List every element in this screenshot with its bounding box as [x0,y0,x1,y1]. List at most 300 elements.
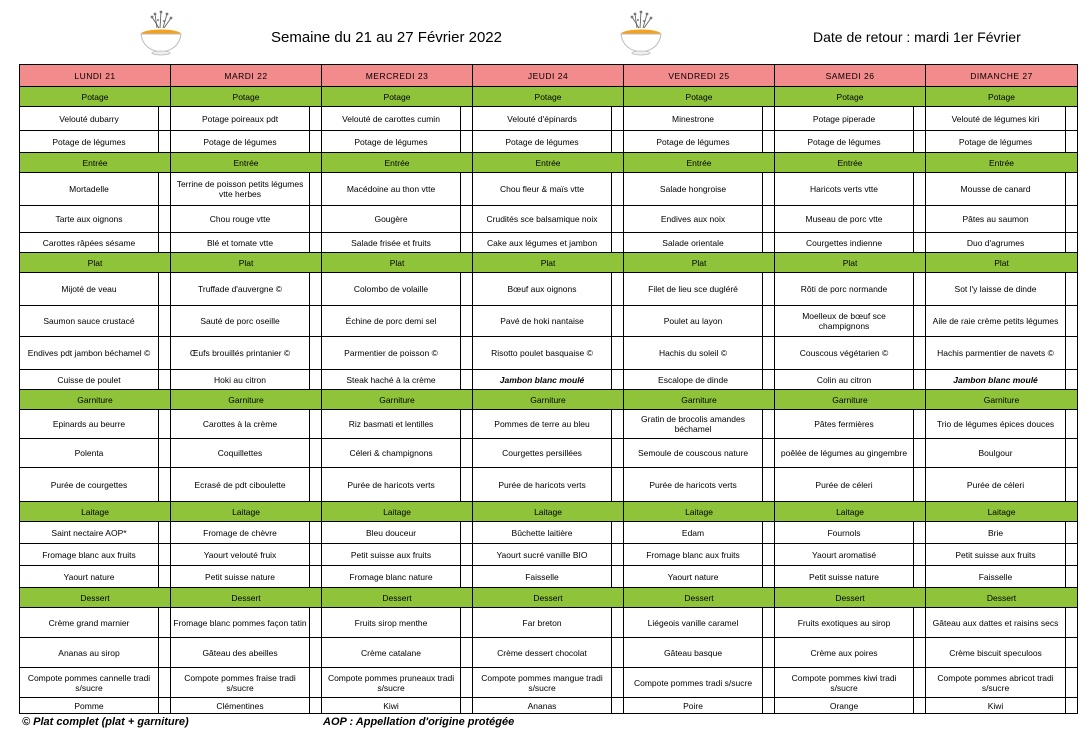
section-header: Garniture [20,390,171,410]
section-header: Laitage [322,502,473,522]
selection-box[interactable] [914,544,926,566]
menu-item: Fromage blanc nature [322,566,461,588]
menu-item: Crème grand marnier [20,608,159,638]
menu-item: Poire [624,698,763,714]
section-header: Plat [171,253,322,273]
menu-item: Compote pommes cannelle tradi s/sucre [20,668,159,698]
selection-box[interactable] [159,107,171,131]
selection-box[interactable] [612,698,624,714]
selection-box[interactable] [461,233,473,253]
selection-box[interactable] [763,608,775,638]
selection-box[interactable] [612,131,624,153]
menu-item: Échine de porc demi sel [322,306,461,337]
selection-box[interactable] [612,206,624,233]
section-header: Plat [926,253,1078,273]
menu-row [20,410,1078,439]
section-header: Laitage [171,502,322,522]
section-header: Entrée [775,153,926,173]
section-header-row [20,153,1078,173]
selection-box[interactable] [310,468,322,502]
selection-box[interactable] [310,608,322,638]
section-header: Entrée [926,153,1078,173]
menu-item: Potage de légumes [624,131,763,153]
selection-box[interactable] [1066,468,1078,502]
selection-box[interactable] [159,370,171,390]
menu-item: Sauté de porc oseille [171,306,310,337]
menu-item: Faisselle [473,566,612,588]
selection-box[interactable] [461,608,473,638]
selection-box[interactable] [763,410,775,439]
day-header: VENDREDI 25 [624,65,775,87]
selection-box[interactable] [914,698,926,714]
selection-box[interactable] [1066,131,1078,153]
selection-box[interactable] [914,306,926,337]
menu-item: Jambon blanc moulé [926,370,1066,390]
menu-item: Steak haché à la crème [322,370,461,390]
selection-box[interactable] [914,566,926,588]
selection-box[interactable] [914,107,926,131]
menu-row [20,608,1078,638]
menu-row [20,306,1078,337]
selection-box[interactable] [461,468,473,502]
section-header: Potage [171,87,322,107]
menu-item: Coquillettes [171,439,310,468]
selection-box[interactable] [310,370,322,390]
menu-item: Purée de haricots verts [624,468,763,502]
menu-item: Compote pommes mangue tradi s/sucre [473,668,612,698]
menu-item: Cake aux légumes et jambon [473,233,612,253]
menu-item: Petit suisse aux fruits [926,544,1066,566]
menu-item: Semoule de couscous nature [624,439,763,468]
menu-row [20,566,1078,588]
section-header: Potage [775,87,926,107]
selection-box[interactable] [763,370,775,390]
menu-item: Edam [624,522,763,544]
menu-item: Boulgour [926,439,1066,468]
selection-box[interactable] [914,206,926,233]
menu-item: Truffade d'auvergne © [171,273,310,306]
selection-box[interactable] [310,566,322,588]
menu-item: Salade orientale [624,233,763,253]
selection-box[interactable] [1066,544,1078,566]
selection-box[interactable] [461,337,473,370]
menu-item: Clémentines [171,698,310,714]
selection-box[interactable] [612,638,624,668]
weekly-menu-table [19,64,1078,714]
selection-box[interactable] [763,698,775,714]
selection-box[interactable] [914,173,926,206]
section-header: Garniture [926,390,1078,410]
menu-item: Kiwi [322,698,461,714]
section-header: Potage [473,87,624,107]
menu-item: Liégeois vanille caramel [624,608,763,638]
selection-box[interactable] [310,131,322,153]
selection-box[interactable] [612,410,624,439]
selection-box[interactable] [612,608,624,638]
section-header: Dessert [775,588,926,608]
selection-box[interactable] [1066,566,1078,588]
selection-box[interactable] [763,206,775,233]
selection-box[interactable] [461,566,473,588]
selection-box[interactable] [310,273,322,306]
menu-item: Endives aux noix [624,206,763,233]
selection-box[interactable] [914,439,926,468]
selection-box[interactable] [461,522,473,544]
day-header: LUNDI 21 [20,65,171,87]
selection-box[interactable] [461,668,473,698]
selection-box[interactable] [612,233,624,253]
section-header: Garniture [473,390,624,410]
menu-item: Far breton [473,608,612,638]
selection-box[interactable] [310,638,322,668]
menu-item: Compote pommes tradi s/sucre [624,668,763,698]
menu-item: Velouté de légumes kiri [926,107,1066,131]
selection-box[interactable] [914,668,926,698]
menu-item: Fromage blanc aux fruits [20,544,159,566]
section-header-row [20,253,1078,273]
selection-box[interactable] [914,273,926,306]
selection-box[interactable] [159,273,171,306]
menu-item: Carottes râpées sésame [20,233,159,253]
menu-item: Mousse de canard [926,173,1066,206]
selection-box[interactable] [612,439,624,468]
menu-item: Compote pommes kiwi tradi s/sucre [775,668,914,698]
selection-box[interactable] [612,370,624,390]
soup-bowl-icon [613,8,669,58]
selection-box[interactable] [159,522,171,544]
section-header: Garniture [171,390,322,410]
selection-box[interactable] [310,337,322,370]
selection-box[interactable] [763,439,775,468]
selection-box[interactable] [310,522,322,544]
selection-box[interactable] [1066,273,1078,306]
section-header: Laitage [20,502,171,522]
selection-box[interactable] [763,522,775,544]
menu-item: Crème biscuit speculoos [926,638,1066,668]
menu-item: Yaourt nature [20,566,159,588]
menu-item: Gougère [322,206,461,233]
selection-box[interactable] [763,668,775,698]
selection-box[interactable] [159,566,171,588]
menu-item: Terrine de poisson petits légumes vtte herbes [171,173,310,206]
menu-item: Endives pdt jambon béchamel © [20,337,159,370]
menu-item: Haricots verts vtte [775,173,914,206]
selection-box[interactable] [612,522,624,544]
menu-item: Œufs brouillés printanier © [171,337,310,370]
selection-box[interactable] [159,668,171,698]
selection-box[interactable] [461,544,473,566]
selection-box[interactable] [612,273,624,306]
menu-row [20,233,1078,253]
menu-row [20,337,1078,370]
selection-box[interactable] [612,468,624,502]
selection-box[interactable] [461,131,473,153]
section-header: Plat [624,253,775,273]
selection-box[interactable] [461,370,473,390]
menu-item: Gâteau aux dattes et raisins secs [926,608,1066,638]
selection-box[interactable] [763,544,775,566]
selection-box[interactable] [612,107,624,131]
selection-box[interactable] [461,306,473,337]
menu-item: Brie [926,522,1066,544]
section-header: Garniture [322,390,473,410]
selection-box[interactable] [763,638,775,668]
selection-box[interactable] [461,273,473,306]
selection-box[interactable] [159,337,171,370]
selection-box[interactable] [914,638,926,668]
selection-box[interactable] [914,131,926,153]
menu-item: Purée de courgettes [20,468,159,502]
selection-box[interactable] [612,668,624,698]
menu-item: Velouté dubarry [20,107,159,131]
section-header: Plat [20,253,171,273]
menu-item: Compote pommes fraise tradi s/sucre [171,668,310,698]
menu-item: Polenta [20,439,159,468]
day-header: SAMEDI 26 [775,65,926,87]
section-header: Potage [624,87,775,107]
menu-item: Yaourt nature [624,566,763,588]
menu-item: Carottes à la crème [171,410,310,439]
menu-item: Pâtes au saumon [926,206,1066,233]
selection-box[interactable] [763,306,775,337]
selection-box[interactable] [763,337,775,370]
menu-row [20,698,1078,714]
selection-box[interactable] [159,131,171,153]
section-header: Entrée [171,153,322,173]
selection-box[interactable] [159,306,171,337]
selection-box[interactable] [159,608,171,638]
menu-item: Saumon sauce crustacé [20,306,159,337]
selection-box[interactable] [763,107,775,131]
menu-item: Trio de légumes épices douces [926,410,1066,439]
menu-item: Courgettes indienne [775,233,914,253]
menu-item: Gâteau des abeilles [171,638,310,668]
selection-box[interactable] [461,698,473,714]
selection-box[interactable] [763,131,775,153]
selection-box[interactable] [914,468,926,502]
menu-row [20,131,1078,153]
menu-item: Gâteau basque [624,638,763,668]
section-header-row [20,502,1078,522]
selection-box[interactable] [612,566,624,588]
day-header: MARDI 22 [171,65,322,87]
menu-item: Fruits exotiques au sirop [775,608,914,638]
selection-box[interactable] [159,638,171,668]
menu-item: Parmentier de poisson © [322,337,461,370]
section-header-row [20,390,1078,410]
menu-item: Purée de haricots verts [322,468,461,502]
selection-box[interactable] [461,410,473,439]
selection-box[interactable] [461,173,473,206]
section-header: Garniture [775,390,926,410]
selection-box[interactable] [914,233,926,253]
menu-item: Pomme [20,698,159,714]
menu-item: Bleu douceur [322,522,461,544]
selection-box[interactable] [1066,668,1078,698]
selection-box[interactable] [1066,410,1078,439]
day-header: MERCREDI 23 [322,65,473,87]
selection-box[interactable] [1066,306,1078,337]
selection-box[interactable] [1066,337,1078,370]
menu-item: Yaourt sucré vanille BIO [473,544,612,566]
selection-box[interactable] [763,468,775,502]
selection-box[interactable] [159,468,171,502]
return-date: Date de retour : mardi 1er Février [813,29,1021,45]
selection-box[interactable] [310,698,322,714]
selection-box[interactable] [310,173,322,206]
selection-box[interactable] [612,306,624,337]
section-header-row [20,87,1078,107]
menu-item: Moelleux de bœuf sce champignons [775,306,914,337]
menu-item: Purée de céleri [775,468,914,502]
legend-aop: AOP : Appellation d'origine protégée [323,716,515,728]
section-header: Potage [926,87,1078,107]
menu-item: Potage piperade [775,107,914,131]
menu-item: Petit suisse nature [171,566,310,588]
selection-box[interactable] [159,173,171,206]
menu-item: Pâtes fermières [775,410,914,439]
selection-box[interactable] [1066,206,1078,233]
selection-box[interactable] [310,306,322,337]
menu-item: Purée de haricots verts [473,468,612,502]
selection-box[interactable] [159,698,171,714]
menu-item: Mortadelle [20,173,159,206]
menu-item: Fromage blanc aux fruits [624,544,763,566]
menu-item: poêlée de légumes au gingembre [775,439,914,468]
selection-box[interactable] [310,233,322,253]
menu-item: Colombo de volaille [322,273,461,306]
menu-item: Fournols [775,522,914,544]
menu-row [20,439,1078,468]
menu-item: Museau de porc vtte [775,206,914,233]
selection-box[interactable] [461,638,473,668]
section-header: Entrée [624,153,775,173]
section-header: Laitage [473,502,624,522]
selection-box[interactable] [461,206,473,233]
section-header: Plat [775,253,926,273]
selection-box[interactable] [1066,608,1078,638]
menu-item: Purée de céleri [926,468,1066,502]
menu-item: Ananas [473,698,612,714]
selection-box[interactable] [914,370,926,390]
menu-row [20,173,1078,206]
menu-item: Crème aux poires [775,638,914,668]
menu-item: Crème dessert chocolat [473,638,612,668]
section-header: Dessert [473,588,624,608]
selection-box[interactable] [310,206,322,233]
menu-item: Salade hongroise [624,173,763,206]
selection-box[interactable] [914,337,926,370]
menu-item: Chou rouge vtte [171,206,310,233]
menu-item: Minestrone [624,107,763,131]
menu-item: Ecrasé de pdt ciboulette [171,468,310,502]
menu-item: Rôti de porc normande [775,273,914,306]
selection-box[interactable] [159,410,171,439]
selection-box[interactable] [612,544,624,566]
menu-row [20,544,1078,566]
menu-item: Jambon blanc moulé [473,370,612,390]
selection-box[interactable] [1066,173,1078,206]
menu-item: Saint nectaire AOP* [20,522,159,544]
selection-box[interactable] [1066,233,1078,253]
selection-box[interactable] [461,439,473,468]
menu-item: Potage de légumes [171,131,310,153]
selection-box[interactable] [914,410,926,439]
menu-item: Mijoté de veau [20,273,159,306]
menu-item: Fruits sirop menthe [322,608,461,638]
menu-item: Epinards au beurre [20,410,159,439]
selection-box[interactable] [1066,107,1078,131]
selection-box[interactable] [310,668,322,698]
section-header: Dessert [20,588,171,608]
menu-item: Potage de légumes [775,131,914,153]
selection-box[interactable] [310,107,322,131]
selection-box[interactable] [159,206,171,233]
menu-row [20,522,1078,544]
selection-box[interactable] [1066,370,1078,390]
menu-item: Céleri & champignons [322,439,461,468]
menu-item: Compote pommes abricot tradi s/sucre [926,668,1066,698]
selection-box[interactable] [1066,638,1078,668]
section-header: Entrée [322,153,473,173]
menu-item: Bœuf aux oignons [473,273,612,306]
menu-item: Potage de légumes [20,131,159,153]
section-header: Laitage [624,502,775,522]
selection-box[interactable] [310,410,322,439]
menu-item: Hoki au citron [171,370,310,390]
section-header: Potage [322,87,473,107]
section-header: Plat [322,253,473,273]
selection-box[interactable] [461,107,473,131]
menu-item: Potage de légumes [322,131,461,153]
day-header: DIMANCHE 27 [926,65,1078,87]
menu-item: Velouté d'épinards [473,107,612,131]
menu-item: Chou fleur & maïs vtte [473,173,612,206]
selection-box[interactable] [159,439,171,468]
selection-box[interactable] [159,544,171,566]
selection-box[interactable] [159,233,171,253]
menu-row [20,370,1078,390]
menu-item: Risotto poulet basquaise © [473,337,612,370]
menu-item: Orange [775,698,914,714]
menu-item: Yaourt aromatisé [775,544,914,566]
menu-item: Crudités sce balsamique noix [473,206,612,233]
menu-item: Fromage de chèvre [171,522,310,544]
menu-item: Tarte aux oignons [20,206,159,233]
selection-box[interactable] [310,439,322,468]
section-header: Dessert [926,588,1078,608]
menu-item: Blé et tomate vtte [171,233,310,253]
selection-box[interactable] [763,173,775,206]
selection-box[interactable] [310,544,322,566]
menu-item: Filet de lieu sce dugléré [624,273,763,306]
legend-plat-complet: © Plat complet (plat + garniture) [22,716,189,728]
section-header-row [20,588,1078,608]
selection-box[interactable] [1066,439,1078,468]
menu-row [20,638,1078,668]
menu-item: Aile de raie crème petits légumes [926,306,1066,337]
selection-box[interactable] [763,233,775,253]
selection-box[interactable] [763,566,775,588]
selection-box[interactable] [1066,698,1078,714]
selection-box[interactable] [612,337,624,370]
selection-box[interactable] [612,173,624,206]
selection-box[interactable] [914,522,926,544]
selection-box[interactable] [1066,522,1078,544]
selection-box[interactable] [914,608,926,638]
selection-box[interactable] [763,273,775,306]
section-header: Dessert [171,588,322,608]
